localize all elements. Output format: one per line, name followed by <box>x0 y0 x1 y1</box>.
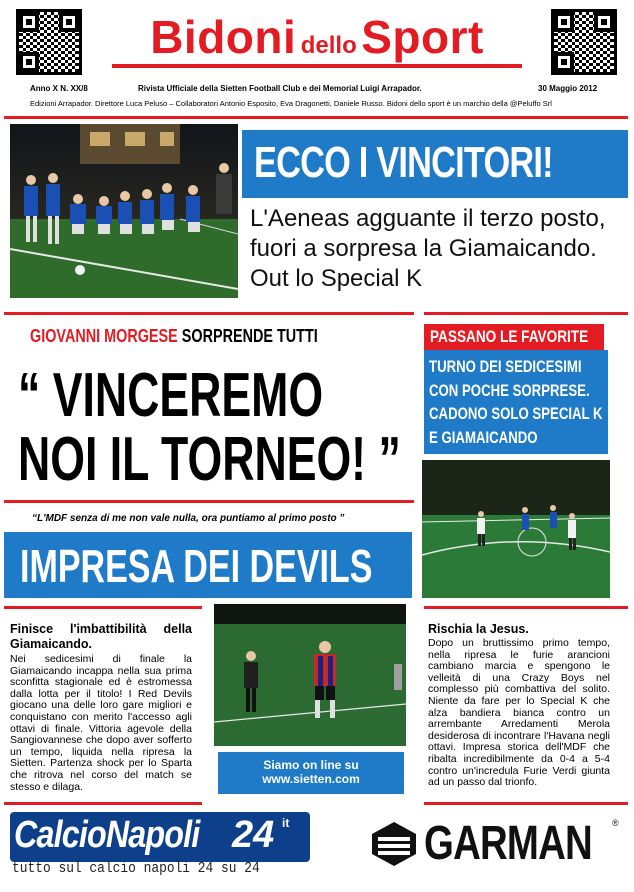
credits-line: Edizioni Arrapador. Direttore Luca Peluso – Collaboratori Antonio Esposito, Eva Dragonetti, Daniele Russo. Bidoni dello sport è un marchio della @Peluffo Srl <box>30 99 552 108</box>
masthead <box>112 10 522 72</box>
interview-quote-2: NOI IL TORNEO! ” <box>18 425 401 494</box>
garman-logo[interactable] <box>368 816 624 876</box>
qr-code-right <box>551 9 617 75</box>
devils-subhead: Finisce l'imbattibilità della Giamaicando. <box>10 622 192 651</box>
favorites-box <box>424 350 608 454</box>
calcionapoli-name: CalcioNapoli <box>14 814 200 856</box>
interview-name: GIOVANNI MORGESE <box>30 326 178 346</box>
masthead-word-3: Sport <box>361 11 484 63</box>
online-box <box>218 752 404 794</box>
lead-headline-box <box>242 130 628 198</box>
masthead-word-1: Bidoni <box>150 11 297 63</box>
lead-photo <box>10 124 238 298</box>
bottom-divider-left <box>4 802 202 805</box>
lower-divider-left <box>4 606 202 609</box>
interview-subquote: “L'MDF senza di me non vale nulla, ora puntiamo al primo posto ” <box>32 513 345 524</box>
online-line-1: Siamo on line su <box>263 758 359 772</box>
favorites-label <box>424 324 604 350</box>
calcionapoli-number: 24 <box>232 814 275 856</box>
lower-divider-right <box>424 606 628 609</box>
masthead-underline <box>112 64 522 68</box>
top-divider <box>4 116 628 119</box>
calcionapoli-tld: it <box>282 816 290 830</box>
qr-code-left <box>16 9 82 75</box>
jesus-subhead: Rischia la Jesus. <box>428 622 529 636</box>
calcionapoli-wordmark <box>10 812 310 862</box>
interview-kicker-text: SORPRENDE TUTTI <box>181 326 318 346</box>
tagline: Rivista Ufficiale della Sietten Football Club e dei Memorial Luigi Arrapador. <box>138 84 422 93</box>
quote-divider <box>4 500 414 503</box>
jesus-body: Dopo un bruttissimo primo tempo, nella ripresa le furie arancioni cambiano marcia e spengono le velleità di una Crazy Boys nel complesso più combattiva del solito. Niente da fare per lo Special K che alza bandiera bianca contro un arrembante Arredamenti Merola desiderosa di incontrare l'Havana negli ottavi. Impresa storica dell'MDF che ribalta incredibilmente da 0-4 a 5-4 contro un'incredula Furie Verdi giunta ad un passo dal trionfo. <box>428 637 610 789</box>
garman-wordmark: GARMAN <box>424 817 592 870</box>
devils-headline: IMPRESA DEI DEVILS <box>20 540 373 592</box>
garman-registered-mark: ® <box>612 818 619 828</box>
calcionapoli-logo[interactable] <box>10 812 310 882</box>
garman-emblem-icon <box>370 820 418 868</box>
devils-headline-box <box>4 532 412 598</box>
issue-number: Anno X N. XX/8 <box>30 84 88 93</box>
interview-quote-1: “ VINCEREMO <box>18 361 324 430</box>
lead-summary: L'Aeneas agguante il terzo posto, fuori a sorpresa la Giamaicando. Out lo Special K <box>250 205 606 292</box>
center-photo <box>214 604 406 746</box>
bottom-divider-right <box>424 802 628 805</box>
lead-headline: ECCO I VINCITORI! <box>254 138 553 187</box>
calcionapoli-tagline: tutto sul calcio napoli 24 su 24 <box>12 860 260 877</box>
favorites-photo <box>422 460 610 598</box>
mid-divider-right <box>424 312 628 315</box>
favorites-text: TURNO DEI SEDICESIMI CON POCHE SORPRESE. CADONO SOLO SPECIAL K E GIAMAICANDO <box>429 358 603 447</box>
favorites-label-text: PASSANO LE FAVORITE <box>430 327 589 346</box>
devils-body: Nei sedicesimi di finale la Giamaicando incappa nella sua prima sconfitta stagionale ed è estromessa dalla lotta per il titolo! I Red Devils giocano una delle loro gare migliori e conquistano con merito l'accesso agli ottavi di finale. Vittoria agevole della Sangiovannese che dopo aver sofferto un tempo, liquida nella ripresa la Sietten. Partenza shock per lo Sparta che ritrova nel corso del match se stesso e dilaga. <box>10 653 192 793</box>
interview-kicker <box>30 326 318 347</box>
mid-divider-left <box>4 312 414 315</box>
online-link[interactable]: www.sietten.com <box>262 772 360 786</box>
issue-date: 30 Maggio 2012 <box>538 84 598 93</box>
masthead-word-2: dello <box>300 32 357 59</box>
